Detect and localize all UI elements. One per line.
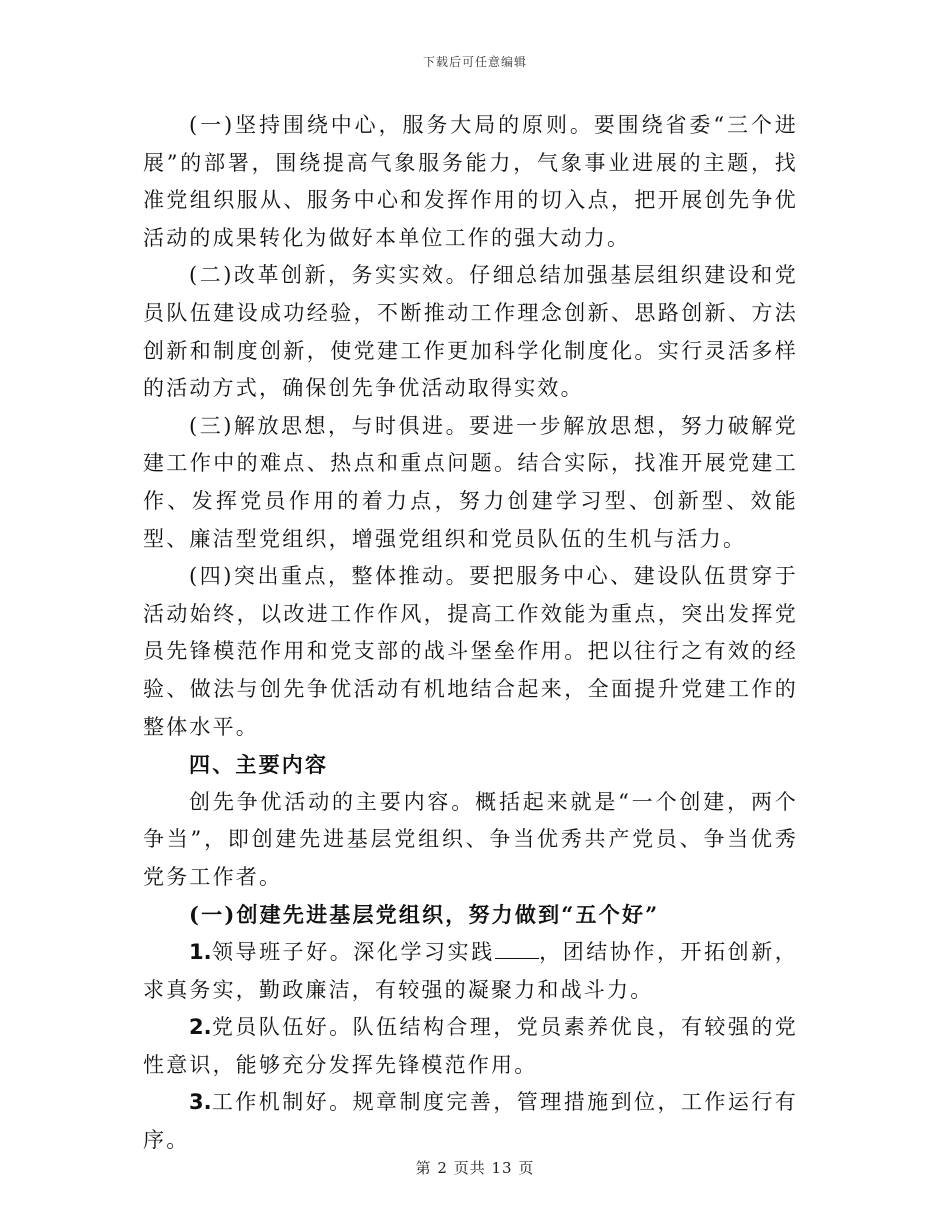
- list-item: [143, 1084, 798, 1159]
- principle-paragraph-4: (四)突出重点，整体推动。要把服务中心、建设队伍贯穿于活动始终，以改进工作作风，提高工作效能为重点，突出发挥党员先锋模范作用和党支部的战斗堡垒作用。把以往行之有效的经验、做法与创先争优活动有机地结合起来，全面提升党建工作的整体水平。: [143, 564, 798, 739]
- subsection-heading: (一)创建先进基层党组织，努力做到“五个好”: [189, 902, 660, 928]
- item-text-continued: ，团结协作，开拓创新，求真务实，勤政廉洁，有较强的凝聚力和战斗力。: [143, 940, 798, 1002]
- item-number: 3.: [189, 1090, 212, 1115]
- intro-paragraph: 创先争优活动的主要内容。概括起来就是“一个创建，两个争当”，即创建先进基层党组织、争当优秀共产党员、争当优秀党务工作者。: [143, 789, 798, 889]
- page-header: 下载后可任意编辑: [422, 55, 527, 69]
- principle-paragraph-2: (二)改革创新，务实实效。仔细总结加强基层组织建设和党员队伍建设成功经验，不断推动工作理念创新、思路创新、方法创新和制度创新，使党建工作更加科学化制度化。实行灵活多样的活动方式，确保创先争优活动取得实效。: [143, 263, 798, 401]
- fill-in-blank: [495, 940, 539, 959]
- list-item: [143, 934, 798, 1009]
- principle-paragraph-3: (三)解放思想，与时俱进。要进一步解放思想，努力破解党建工作中的难点、热点和重点问题。结合实际，找准开展党建工作、发挥党员作用的着力点，努力创建学习型、创新型、效能型、廉洁型党组织，增强党组织和党员队伍的生机与活力。: [143, 413, 798, 551]
- item-text: 领导班子好。深化学习实践: [211, 940, 495, 965]
- item-text: 党员队伍好。队伍结构合理，党员素养优良，有较强的党性意识，能够充分发挥先锋模范作用。: [143, 1015, 798, 1077]
- principle-paragraph-1: (一)坚持围绕中心，服务大局的原则。要围绕省委“三个进展”的部署，围绕提高气象服务能力，气象事业进展的主题，找准党组织服从、服务中心和发挥作用的切入点，把开展创先争优活动的成果转化为做好本单位工作的强大动力。: [143, 113, 798, 250]
- section-heading: 四、主要内容: [189, 752, 329, 778]
- item-number: 2.: [189, 1015, 212, 1040]
- item-text: 工作机制好。规章制度完善，管理措施到位，工作运行有序。: [143, 1090, 798, 1153]
- item-number: 1.: [189, 940, 212, 965]
- list-item: [143, 1009, 798, 1084]
- document-body: [143, 107, 798, 1160]
- page-footer: 第 2 页共 13 页: [415, 1159, 535, 1177]
